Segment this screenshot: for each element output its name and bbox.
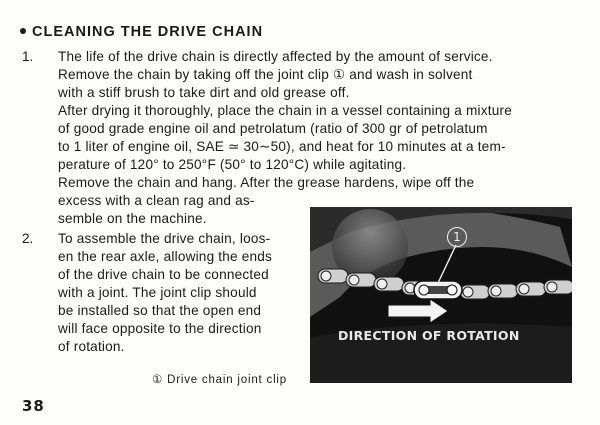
step-1-line: The life of the drive chain is directly affected by the amount of service. xyxy=(58,49,493,64)
step-1-line: excess with a clean rag and as- xyxy=(58,193,255,208)
step-2-line: of the drive chain to be connected xyxy=(58,267,269,282)
section-heading xyxy=(20,24,263,40)
page-number: 38 xyxy=(22,397,45,415)
step-1-line: Remove the chain by taking off the joint clip ① and wash in solvent xyxy=(58,67,473,82)
bullet-icon xyxy=(20,28,26,34)
step-1-line: semble on the machine. xyxy=(58,211,207,226)
step-1-line: to 1 liter of engine oil, SAE ≃ 30∼50), and heat for 10 minutes at a tem- xyxy=(58,139,506,154)
chain-illustration xyxy=(310,207,572,383)
joint-clip xyxy=(414,281,462,299)
step-2-number: 2. xyxy=(22,231,34,246)
step-1-line: perature of 120° to 250°F (50° to 120°C) while agitating. xyxy=(58,157,407,172)
step-1-number: 1. xyxy=(22,49,34,64)
step-2-line: will face opposite to the direction xyxy=(58,321,262,336)
step-2-line: To assemble the drive chain, loos- xyxy=(58,231,271,246)
rotation-direction-label: DIRECTION OF ROTATION xyxy=(338,328,520,343)
chain-photo xyxy=(310,207,572,383)
figure-caption: ① Drive chain joint clip xyxy=(152,374,287,386)
step-2-line: with a joint. The joint clip should xyxy=(58,285,257,300)
step-2-line: be installed so that the open end xyxy=(58,303,262,318)
step-1-line: Remove the chain and hang. After the grease hardens, wipe off the xyxy=(58,175,475,190)
section-heading-text: CLEANING THE DRIVE CHAIN xyxy=(32,24,264,40)
step-2-line: of rotation. xyxy=(58,339,125,354)
step-2-line: en the rear axle, allowing the ends xyxy=(58,249,273,264)
step-1-line: After drying it thoroughly, place the chain in a vessel containing a mixture xyxy=(58,103,512,118)
step-1-line: with a stiff brush to take dirt and old grease off. xyxy=(58,85,350,100)
step-1-line: of good grade engine oil and petrolatum (ratio of 300 gr of petrolatum xyxy=(58,121,488,136)
callout-number: 1 xyxy=(447,227,467,247)
